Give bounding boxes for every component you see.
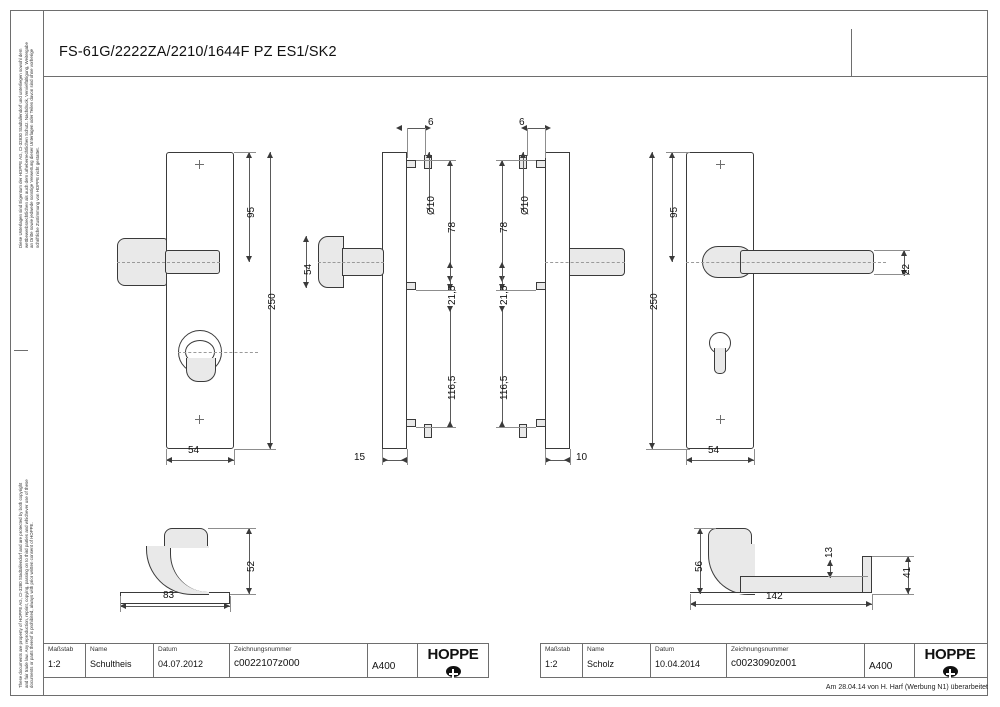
dim-95b-ext-top: [666, 152, 690, 153]
dim-250-ext-bottom: [234, 449, 276, 450]
dim-dia10b-label: Ø10: [520, 196, 531, 215]
knob-profile-base: [120, 592, 230, 604]
hoppe-wordmark-2: HOPPE: [924, 646, 976, 663]
dim-1165b-label: 116,5: [499, 375, 510, 400]
dim-15-ext-right: [407, 449, 408, 465]
dim-95-label: 95: [246, 206, 257, 218]
screw-mark-bottom: [195, 415, 204, 424]
side-stud-mid: [406, 282, 416, 290]
dim-54b-ext-left: [686, 449, 687, 465]
tb-left-drawing-no: [230, 644, 368, 677]
dim-15-label: 15: [354, 452, 366, 463]
tb-left-name: [86, 644, 154, 677]
dim-56-ext-top: [694, 528, 716, 529]
tb-left-sheet: [368, 644, 418, 677]
dim-52-label: 52: [246, 560, 257, 572]
dim-54-ext-left: [166, 449, 167, 465]
lever-profile-end: [862, 556, 872, 594]
dim-41-ext-bottom: [872, 594, 914, 595]
fold-mark: [14, 350, 28, 351]
side-plate-outline: [382, 152, 407, 449]
tb-right-drawing-no: [727, 644, 865, 677]
tb-right-name-value: Scholz: [587, 659, 615, 669]
tb-right-name-label: Name: [587, 646, 605, 653]
dim-215b-ext: [496, 290, 536, 291]
copyright-text-en: These documents are property of HOPPE AG, CI-3280 Stadtallendorf and are protected by both copyright and fair trade law. Any reproduction, reprint, copying, passing on to third parties and whichever use of these documents or parts thereof is prohibited, always with prior written consent of HOPPE.: [18, 479, 35, 688]
tb-left-name-label: Name: [90, 646, 108, 653]
dim-6b-line: [527, 128, 545, 129]
dim-215b-label: 21,5: [499, 285, 510, 305]
side-stud-top: [406, 160, 416, 168]
dim-1165b-arrow-top: [499, 306, 505, 312]
dim-78-label: 78: [447, 221, 458, 233]
side-stud-top-2: [536, 160, 546, 168]
dim-6-line: [407, 128, 425, 129]
dim-6b-ext-right: [545, 128, 546, 158]
dim-95-ext-top: [234, 152, 256, 153]
knob-side-axis: [318, 262, 384, 263]
dim-250-arrow-up: [267, 152, 273, 158]
dim-6b-ext-left: [527, 128, 528, 156]
tb-right-scale-label: Maßstab: [545, 646, 571, 653]
screw-mark-top-2: [716, 160, 725, 169]
dim-78b-ext-top: [496, 160, 536, 161]
screw-mark-bottom-2: [716, 415, 725, 424]
dim-95b-label: 95: [669, 206, 680, 218]
dim-22-label: 22: [901, 263, 912, 275]
tb-right-scale: [541, 644, 583, 677]
tb-left-scale: [44, 644, 86, 677]
dim-22-ext-bottom: [874, 274, 910, 275]
tb-left-date-value: 04.07.2012: [158, 659, 204, 669]
dim-56-label: 56: [694, 560, 705, 572]
dim-13-ext: [828, 576, 868, 577]
dim-54b-line: [686, 460, 754, 461]
dim-6b-label: 6: [519, 117, 525, 128]
dim-83-ext-left: [120, 596, 121, 612]
dim-1165b-line: [502, 306, 503, 427]
dim-250-label: 250: [267, 293, 278, 310]
dim-13-arrow-up: [827, 560, 833, 566]
tb-right-date-value: 10.04.2014: [655, 659, 701, 669]
dim-54v-arrow-up: [303, 236, 309, 242]
revision-note: Am 28.04.14 von H. Harf (Werbung N1) überarbeitet: [825, 684, 988, 691]
side-stud-mid-2: [536, 282, 546, 290]
dim-10-label: 10: [576, 452, 588, 463]
dim-1165-label: 116,5: [447, 375, 458, 400]
pz-hole-slot: [714, 348, 726, 374]
dim-10-ext-right: [570, 449, 571, 465]
tb-left-scale-value: 1:2: [48, 659, 61, 669]
screw-mark-top: [195, 160, 204, 169]
backplate-outline-2: [686, 152, 754, 449]
dim-142-ext-left: [690, 594, 691, 610]
backplate-outline: [166, 152, 234, 449]
lever-side-axis: [545, 262, 625, 263]
dim-54v-line: [306, 236, 307, 288]
dim-215-arrow-up: [447, 262, 453, 268]
dim-54b-ext-right: [754, 449, 755, 465]
tb-right-sheet: [865, 644, 915, 677]
dim-250b-ext-bottom: [646, 449, 690, 450]
dim-78b-label: 78: [499, 221, 510, 233]
dim-215b-arrow-up: [499, 262, 505, 268]
tb-left-name-value: Schultheis: [90, 659, 132, 669]
dim-56-arrow-down: [697, 588, 703, 594]
dim-dia10b-arrow-up: [520, 152, 526, 158]
tb-left-drawing-no-value: c0022107z000: [234, 658, 300, 669]
tb-left-date: [154, 644, 230, 677]
dim-10-ext-left: [545, 449, 546, 465]
titleblock-left: [43, 643, 489, 678]
dim-41-label: 41: [902, 566, 913, 578]
tb-right-name: [583, 644, 651, 677]
side-stud-bottom-2: [536, 419, 546, 427]
dim-1165-ext: [416, 427, 456, 428]
dim-54v-label: 54: [303, 263, 314, 275]
cylinder-axis: [178, 352, 258, 353]
dim-215-ext: [416, 290, 456, 291]
tb-right-date-label: Datum: [655, 646, 675, 653]
tb-right-logo: [915, 644, 985, 677]
copyright-text-de: Diese Unterlagen sind Eigentum der HOPPE AG, CI-32830 Stadtallendorf und unterliegen sowohl dem wettbewerbsrechtlichen als auch dem urheberrechtlichen Schutz. Nachdruck, Vervielfältigung, Weitergabe an Dritte sowie jedwede sonstige Verwertung dieser Unterlagen oder Teilen davon sind ohne vorherige schriftliche Zustimmung von HOPPE nicht gestattet.: [18, 42, 40, 248]
dim-22-ext-top: [874, 250, 910, 251]
dim-6-arrow-left: [396, 125, 402, 131]
dim-54v-arrow-down: [303, 282, 309, 288]
cylinder-keyway: [186, 358, 216, 382]
hoppe-logo-icon-2: [943, 666, 958, 677]
tb-right-scale-value: 1:2: [545, 659, 558, 669]
dim-dia10-label: Ø10: [426, 196, 437, 215]
dim-95b-arrow-down: [669, 256, 675, 262]
dim-83-line: [120, 606, 230, 607]
dim-54-ext-right: [234, 449, 235, 465]
tb-left-logo: [418, 644, 488, 677]
dim-78-ext-top: [416, 160, 456, 161]
tb-right-sheet-value: A400: [869, 660, 893, 672]
dim-83-ext-right: [230, 596, 231, 612]
tb-left-sheet-value: A400: [372, 660, 396, 672]
dim-250b-label: 250: [649, 293, 660, 310]
page-title: FS-61G/2222ZA/2210/1644F PZ ES1/SK2: [59, 44, 337, 60]
dim-41-ext-top: [872, 556, 914, 557]
dim-250b-arrow-up: [649, 152, 655, 158]
dim-6-label: 6: [428, 117, 434, 128]
dim-142-ext-right: [872, 594, 873, 610]
dim-54b-label: 54: [708, 445, 720, 456]
lever-axis: [686, 262, 886, 263]
dim-54-label: 54: [188, 445, 200, 456]
dim-54-line: [166, 460, 234, 461]
dim-1165b-ext: [496, 427, 536, 428]
dim-215-label: 21,5: [447, 285, 458, 305]
left-margin-divider: [43, 10, 44, 696]
hoppe-wordmark: HOPPE: [427, 646, 479, 663]
tb-left-drawing-no-label: Zeichnungsnummer: [234, 646, 292, 653]
side-plate-outline-2: [545, 152, 570, 449]
dim-1165-line: [450, 306, 451, 427]
tb-right-date: [651, 644, 727, 677]
dim-13-arrow-down: [827, 572, 833, 578]
tb-left-scale-label: Maßstab: [48, 646, 74, 653]
hoppe-logo-icon: [446, 666, 461, 677]
dim-95-arrow-down: [246, 256, 252, 262]
dim-13-label: 13: [824, 546, 835, 558]
tb-right-drawing-no-value: c0023090z001: [731, 658, 797, 669]
dim-dia10-arrow-up: [426, 152, 432, 158]
side-stud-bottom: [406, 419, 416, 427]
title-bar-divider: [851, 29, 852, 77]
dim-83-label: 83: [163, 590, 175, 601]
dim-6-ext-left: [407, 128, 408, 158]
dim-142-label: 142: [766, 591, 783, 602]
knob-axis: [117, 262, 220, 263]
dim-142-line: [690, 604, 872, 605]
dim-52-ext-top: [208, 528, 256, 529]
titleblock-right: [540, 643, 988, 678]
tb-right-drawing-no-label: Zeichnungsnummer: [731, 646, 789, 653]
dim-52-ext-bottom: [230, 594, 256, 595]
dim-1165-arrow-top: [447, 306, 453, 312]
tb-left-date-label: Datum: [158, 646, 178, 653]
dim-15-ext-left: [382, 449, 383, 465]
